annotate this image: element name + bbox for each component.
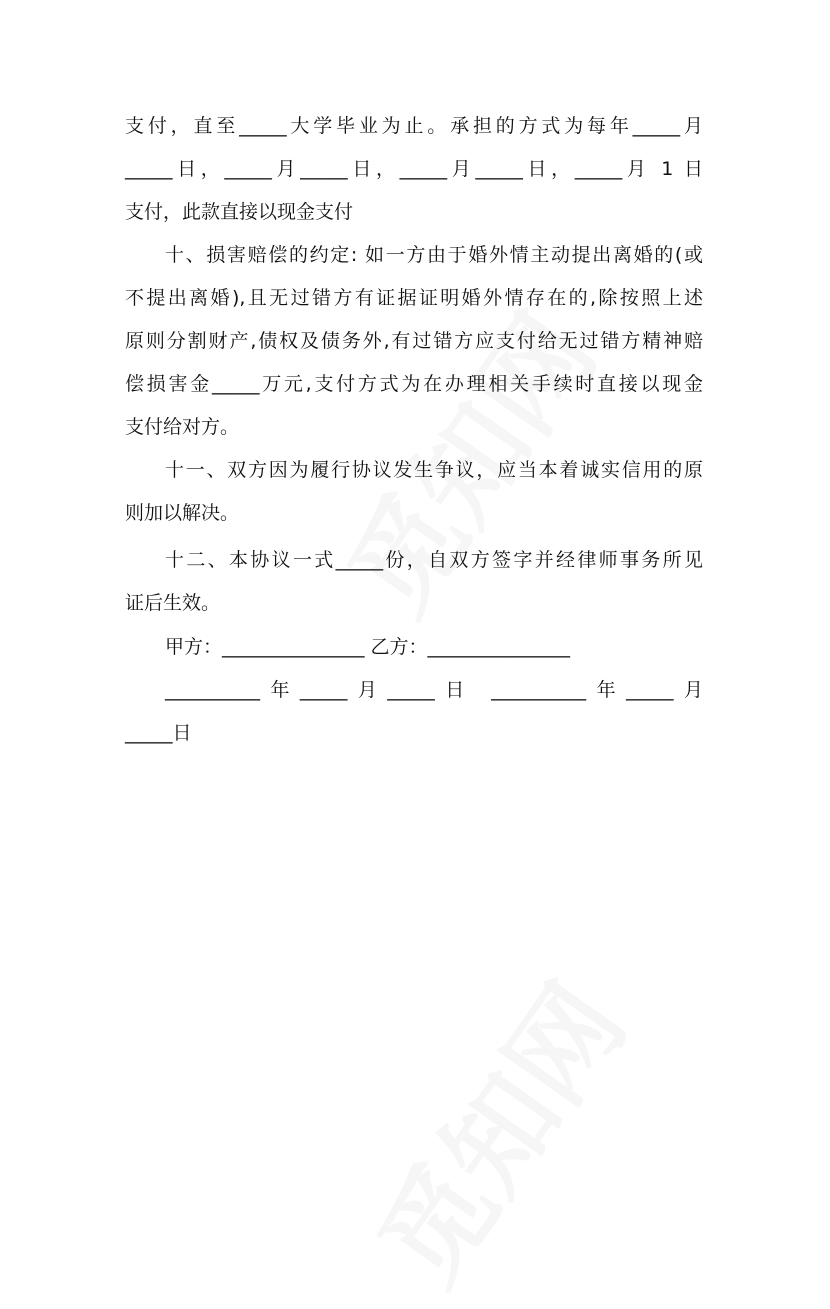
clause-10-line: 十、损害赔偿的约定: 如一方由于婚外情主动提出离婚的(或 — [165, 244, 703, 266]
paragraph-line: 不提出离婚),且无过错方有证据证明婚外情存在的,除按照上述 — [125, 287, 703, 309]
paragraph-line: 支付，此款直接以现金支付 — [125, 201, 354, 223]
paragraph-line: 支付给对方。 — [125, 416, 240, 438]
paragraph-line: 则加以解决。 — [125, 502, 240, 524]
paragraph-line: 原则分割财产,债权及债务外,有过错方应支付给无过错方精神赔 — [125, 330, 703, 352]
watermark-bottom — [336, 949, 655, 1309]
clause-12-line: 十二、本协议一式_____份，自双方签字并经律师事务所见 — [165, 549, 703, 571]
paragraph-line: 偿损害金_____万元,支付方式为在办理相关手续时直接以现金 — [125, 373, 703, 395]
clause-11-line: 十一、双方因为履行协议发生争议，应当本着诚实信用的原 — [165, 459, 703, 481]
paragraph-line: 支付，直至_____大学毕业为止。承担的方式为每年_____月 — [125, 115, 703, 137]
paragraph-line: 证后生效。 — [125, 592, 221, 614]
paragraph-line: _____日，_____月_____日，_____月_____日，_____月 1 日 — [125, 158, 703, 180]
date-line: __________年_____月_____日 __________年_____月 — [165, 679, 703, 701]
date-line-end: _____日 — [125, 722, 192, 744]
signature-line: 甲方：_______________ 乙方：_______________ — [165, 636, 571, 658]
